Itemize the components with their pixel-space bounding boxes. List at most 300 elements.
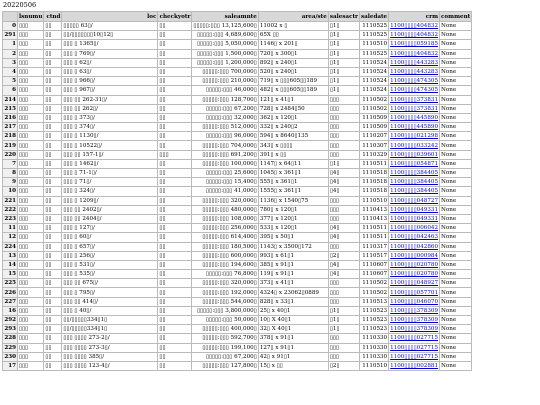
header-row — [3, 12, 472, 22]
cell-comment: None — [440, 343, 472, 352]
cell-saledate: 1110513 — [359, 297, 388, 306]
row-index: 17 — [3, 361, 18, 370]
cell-saleamnte: ▯▯▯▯▯:▯▯▯ 320,000▯ — [192, 196, 258, 205]
cell-ctnd: ▯▯ — [44, 187, 62, 196]
cell-crm[interactable]: 1100▯▯▯▯049331 — [390, 206, 439, 213]
cell-lsnumu: ▯▯▯ — [18, 325, 44, 334]
cell-comment: None — [440, 123, 472, 132]
cell-crm[interactable]: 1100▯▯▯▯020780 — [390, 271, 439, 278]
cell-lsnumu: ▯▯▯ — [18, 159, 44, 168]
cell-saleamnte: ▯▯▯▯▯:▯▯▯ 4,689,600▯ — [192, 31, 258, 40]
cell-salesactr: ▯▯▯ — [328, 150, 359, 159]
cell-saleamnte: ▯▯▯▯▯:▯▯▯ 199,100▯ — [192, 343, 258, 352]
cell-loc: ▯▯▯ ▯ 531▯/ — [62, 260, 158, 269]
cell-loc: ▯▯/▯▯▯▯▯334▯1▯ — [62, 325, 158, 334]
cell-saleamnte: ▯▯▯▯▯:▯▯▯ 13,125,600▯ — [193, 23, 257, 30]
row-index: 222 — [4, 206, 16, 213]
cell-crm[interactable]: 1100▯▯▯▯378309 — [390, 317, 439, 324]
cell-lsnumu: ▯▯▯ — [18, 113, 44, 122]
cell-comment: None — [440, 95, 472, 104]
cell-crm[interactable]: 1100▯▯▯▯384405 — [390, 179, 439, 186]
cell-ctnd: ▯▯ — [44, 104, 62, 113]
cell-area: 719▯ x ▯▯▯605▯▯189 — [258, 77, 328, 86]
table-row — [3, 86, 472, 95]
cell-area: 15▯ x ▯▯ — [258, 361, 328, 370]
cell-loc: ▯▯▯ ▯▯ 262▯/ — [62, 104, 158, 113]
cell-crm[interactable]: 1100▯▯▯▯057701 — [390, 289, 439, 296]
cell-saleamnte: ▯▯▯▯▯:▯▯▯ 480,000▯ — [192, 205, 258, 214]
cell-area: 395▯ x 50▯1 — [258, 233, 328, 242]
cell-saledate: 1110607 — [359, 270, 388, 279]
cell-salesactr: ▯▯▯ — [328, 214, 359, 223]
cell-area: 32▯ X 40▯1 — [258, 325, 328, 334]
row-index: 227 — [4, 298, 16, 305]
cell-loc: ▯▯▯ ▯ 657▯/ — [62, 242, 158, 251]
cell-comment: None — [440, 196, 472, 205]
row-index: 291 — [4, 32, 16, 39]
cell-checkyotr: ▯▯ — [158, 343, 192, 352]
row-index: 292 — [4, 317, 16, 324]
cell-checkyotr: ▯▯ — [158, 196, 192, 205]
table-row — [3, 22, 472, 31]
cell-checkyotr: ▯▯ — [158, 49, 192, 58]
cell-salesactr: ▯1▯ — [328, 31, 359, 40]
cell-salesactr: ▯2▯ — [328, 361, 359, 370]
cell-area: 728▯ x 2484▯50 — [258, 104, 328, 113]
cell-crm[interactable]: 1100▯▯▯▯048727 — [390, 197, 439, 204]
cell-salesactr: ▯1▯ — [328, 316, 359, 325]
cell-saledate: 1110511 — [359, 233, 388, 242]
row-index: 4 — [3, 67, 18, 76]
cell-checkyotr: ▯▯ — [158, 205, 192, 214]
cell-saledate: 1110525 — [359, 31, 388, 40]
cell-comment: None — [440, 22, 472, 31]
cell-crm[interactable]: 1100▯▯▯▯404832 — [390, 23, 439, 30]
cell-crm[interactable]: 1100▯▯▯▯039601 — [390, 151, 439, 158]
cell-loc: ▯▯▯ ▯ 795▯/ — [62, 288, 158, 297]
cell-loc: ▯▯▯ ▯▯ 157-1▯/ — [62, 150, 158, 159]
cell-saledate: 1110510 — [359, 361, 388, 370]
cell-comment: None — [440, 86, 472, 95]
cell-area: 343▯ x ▯▯▯▯ — [258, 141, 328, 150]
cell-saledate: 1110509 — [359, 123, 388, 132]
cell-comment: None — [440, 361, 472, 370]
cell-ctnd: ▯▯ — [44, 150, 62, 159]
cell-salesactr: ▯▯▯ — [328, 297, 359, 306]
cell-crm[interactable]: 1100▯▯▯▯027715 — [390, 353, 439, 360]
cell-area: 378▯ x 91▯1 — [258, 334, 328, 343]
cell-saleamnte: ▯▯▯▯▯:▯▯▯ 1,200,000▯ — [192, 58, 258, 67]
cell-ctnd: ▯▯ — [44, 40, 62, 49]
cell-area: 993▯ x 61▯1 — [258, 251, 328, 260]
table-header — [3, 12, 472, 22]
cell-loc: ▯▯▯ ▯ 40▯/ — [62, 306, 158, 315]
cell-comment: None — [440, 113, 472, 122]
cell-crm[interactable]: 1100▯▯▯▯443283 — [390, 69, 439, 76]
cell-salesactr: ▯1▯ — [328, 159, 359, 168]
cell-crm[interactable]: 1100▯▯▯▯046070 — [390, 298, 439, 305]
cell-ctnd: ▯▯ — [44, 233, 62, 242]
table-body — [3, 22, 472, 371]
page-caption: 20220506 — [3, 1, 37, 9]
cell-lsnumu: ▯▯▯ — [18, 288, 44, 297]
cell-comment: None — [440, 242, 472, 251]
cell-checkyotr: ▯▯ — [158, 288, 192, 297]
cell-area: 1146▯ x 201▯ — [258, 40, 328, 49]
cell-lsnumu: ▯▯▯ — [18, 205, 44, 214]
cell-lsnumu: ▯▯▯ — [18, 31, 44, 40]
cell-comment: None — [440, 316, 472, 325]
cell-loc: ▯▯▯ ▯ 373▯/ — [62, 113, 158, 122]
cell-lsnumu: ▯▯▯ — [18, 279, 44, 288]
cell-saleamnte: ▯▯▯▯▯:▯▯▯ 192,000▯ — [192, 288, 258, 297]
column-header-saleamnte: saleamnte — [192, 12, 258, 22]
cell-saleamnte: ▯▯▯▯▯:▯▯▯ 67,200▯ — [192, 352, 258, 361]
cell-loc: ▯▯▯ ▯ 1130▯/ — [62, 132, 158, 141]
cell-saledate: 1110518 — [359, 178, 388, 187]
cell-checkyotr: ▯▯ — [158, 214, 192, 223]
cell-salesactr: ▯1▯ — [328, 22, 359, 31]
table-row — [3, 306, 472, 315]
cell-crm[interactable]: 1100▯▯▯▯384405 — [390, 188, 439, 195]
cell-comment: None — [440, 77, 472, 86]
cell-area: 4324▯ x 23062▯0889 — [258, 288, 328, 297]
cell-lsnumu: ▯▯▯ — [18, 233, 44, 242]
cell-crm[interactable]: 1100▯▯▯▯443283 — [390, 59, 439, 66]
cell-ctnd: ▯▯ — [44, 178, 62, 187]
cell-comment: None — [440, 352, 472, 361]
cell-crm[interactable]: 1100▯▯▯▯021298 — [390, 133, 439, 140]
cell-crm[interactable]: 1100▯▯▯▯033242 — [390, 142, 439, 149]
table-row — [3, 214, 472, 223]
cell-crm[interactable]: 1100▯▯▯▯404832 — [390, 50, 439, 57]
cell-area: 482▯ x ▯▯▯605▯▯189 — [258, 86, 328, 95]
cell-lsnumu: ▯▯▯ — [18, 22, 44, 31]
cell-lsnumu: ▯▯▯ — [18, 49, 44, 58]
cell-saledate: 1110523 — [359, 306, 388, 315]
row-index: 293 — [4, 326, 16, 333]
cell-saledate: 1110511 — [359, 159, 388, 168]
cell-crm[interactable]: 1100▯▯▯▯027715 — [390, 335, 439, 342]
cell-comment: None — [440, 297, 472, 306]
cell-comment: None — [440, 150, 472, 159]
cell-crm[interactable]: 1100▯▯▯▯059185 — [390, 41, 439, 48]
cell-crm[interactable]: 1100▯▯▯▯042463 — [390, 234, 439, 241]
column-header-area: area/ste — [258, 12, 328, 22]
cell-loc: ▯▯▯ ▯ 127▯/ — [62, 224, 158, 233]
row-index: 14 — [3, 260, 18, 269]
cell-salesactr: ▯▯▯ — [328, 334, 359, 343]
cell-checkyotr: ▯▯ — [158, 334, 192, 343]
table-row — [3, 169, 472, 178]
cell-saledate: 1110502 — [359, 288, 388, 297]
cell-area: 1045▯ x 361▯1 — [258, 169, 328, 178]
row-index: 8 — [3, 169, 18, 178]
cell-lsnumu: ▯▯▯ — [18, 196, 44, 205]
table-row — [3, 270, 472, 279]
cell-crm[interactable]: 1100▯▯▯▯445890 — [390, 114, 439, 121]
cell-crm[interactable]: 1100▯▯▯▯378309 — [390, 307, 439, 314]
cell-area: 377▯ x 120▯1 — [258, 214, 328, 223]
cell-comment: None — [440, 325, 472, 334]
cell-checkyotr: ▯▯ — [158, 242, 192, 251]
cell-crm[interactable]: 1100▯▯▯▯049331 — [390, 216, 439, 223]
cell-ctnd: ▯▯ — [44, 95, 62, 104]
cell-ctnd: ▯▯ — [44, 86, 62, 95]
cell-salesactr: ▯2▯ — [328, 251, 359, 260]
cell-crm[interactable]: 1100▯▯▯▯373831 — [390, 105, 439, 112]
row-index: 224 — [4, 243, 16, 250]
cell-saleamnte: ▯▯▯▯▯:▯▯▯ 1,500,000▯ — [192, 49, 258, 58]
cell-lsnumu: ▯▯▯ — [18, 123, 44, 132]
cell-salesactr: ▯1▯ — [328, 40, 359, 49]
column-header-salesactr: salesactr — [329, 13, 358, 20]
cell-lsnumu: ▯▯▯ — [18, 343, 44, 352]
cell-comment: None — [440, 288, 472, 297]
cell-area: 65X ▯▯ — [258, 31, 328, 40]
cell-saledate: 1110525 — [359, 49, 388, 58]
cell-crm[interactable]: 1100▯▯▯▯042860 — [390, 243, 439, 250]
row-index: 225 — [4, 280, 16, 287]
cell-saleamnte: ▯▯▯▯▯:▯▯▯ 512,000▯ — [192, 123, 258, 132]
table-row — [3, 242, 472, 251]
cell-comment: None — [440, 306, 472, 315]
table-row — [3, 113, 472, 122]
cell-salesactr: ▯▯▯ — [328, 95, 359, 104]
cell-crm[interactable]: 1100▯▯▯▯048927 — [390, 280, 439, 287]
cell-area: 25▯ x 40▯1 — [258, 306, 328, 315]
cell-crm[interactable]: 1100▯▯▯▯002881 — [390, 363, 439, 370]
cell-loc: ▯▯▯ ▯ 60▯/ — [62, 233, 158, 242]
cell-salesactr: ▯1▯ — [328, 49, 359, 58]
row-index: 221 — [4, 197, 16, 204]
cell-ctnd: ▯▯ — [44, 343, 62, 352]
row-index: 226 — [4, 289, 16, 296]
cell-saledate: 1110207 — [359, 132, 388, 141]
table-row — [3, 77, 472, 86]
table-row — [3, 104, 472, 113]
cell-saledate: 1110317 — [359, 242, 388, 251]
cell-saleamnte: ▯▯▯▯▯:▯▯▯ 15,400▯ — [192, 178, 258, 187]
column-header-saledate: saledate — [360, 13, 388, 20]
cell-area: 780▯ x 120▯1 — [258, 205, 328, 214]
cell-salesactr: ▯▯▯ — [328, 343, 359, 352]
cell-checkyotr: ▯▯▯ — [158, 150, 192, 159]
cell-saleamnte: ▯▯▯▯▯:▯▯▯ 127,800▯ — [192, 361, 258, 370]
cell-salesactr: ▯1▯ — [328, 67, 359, 76]
cell-salesactr: ▯1▯ — [328, 306, 359, 315]
cell-area: 1136▯ x 1540▯75 — [258, 196, 328, 205]
cell-lsnumu: ▯▯▯ — [18, 95, 44, 104]
cell-saledate: 1110509 — [359, 113, 388, 122]
cell-salesactr: ▯4▯ — [328, 233, 359, 242]
cell-salesactr: ▯4▯ — [328, 270, 359, 279]
cell-loc: ▯▯▯ ▯▯ 262-31▯/ — [62, 95, 158, 104]
cell-comment: None — [440, 58, 472, 67]
cell-crm[interactable]: 1100▯▯▯▯474305 — [390, 78, 439, 85]
cell-salesactr: ▯▯▯ — [328, 104, 359, 113]
cell-crm[interactable]: 1100▯▯▯▯445890 — [390, 124, 439, 131]
table-row — [3, 159, 472, 168]
cell-salesactr: ▯1▯ — [328, 86, 359, 95]
cell-comment: None — [440, 233, 472, 242]
cell-area: 10▯ X 40▯1 — [258, 316, 328, 325]
cell-loc: ▯▯▯ ▯ 71-1▯/ — [62, 169, 158, 178]
cell-saledate: 1110413 — [359, 205, 388, 214]
cell-loc: ▯▯▯ ▯ 10522▯/ — [62, 141, 158, 150]
column-header-loc: loc — [62, 12, 158, 22]
cell-loc: ▯▯▯▯▯ 63▯/ — [62, 22, 158, 31]
cell-saledate: 1110524 — [359, 86, 388, 95]
cell-comment: None — [440, 132, 472, 141]
cell-area: 373▯ x 41▯1 — [258, 279, 328, 288]
cell-comment: None — [440, 40, 472, 49]
cell-ctnd: ▯▯ — [44, 325, 62, 334]
cell-lsnumu: ▯▯▯ — [18, 40, 44, 49]
cell-saledate: 1110523 — [359, 325, 388, 334]
cell-loc: ▯▯▯ ▯ 967▯/ — [62, 86, 158, 95]
cell-checkyotr: ▯▯ — [158, 187, 192, 196]
cell-comment: None — [440, 159, 472, 168]
cell-saleamnte: ▯▯▯▯▯:▯▯▯ 108,000▯ — [192, 214, 258, 223]
table-row — [3, 224, 472, 233]
cell-ctnd: ▯▯ — [44, 288, 62, 297]
cell-loc: ▯▯▯ ▯ 324▯/ — [62, 187, 158, 196]
row-index: 2 — [3, 49, 18, 58]
cell-lsnumu: ▯▯▯ — [18, 187, 44, 196]
cell-ctnd: ▯▯ — [44, 352, 62, 361]
cell-ctnd: ▯▯ — [44, 279, 62, 288]
cell-saleamnte: ▯▯▯▯▯:▯▯▯ 180,500▯ — [192, 242, 258, 251]
cell-lsnumu: ▯▯▯ — [18, 77, 44, 86]
cell-ctnd: ▯▯ — [44, 361, 62, 370]
cell-salesactr: ▯▯▯ — [328, 132, 359, 141]
cell-ctnd: ▯▯ — [44, 297, 62, 306]
cell-ctnd: ▯▯ — [44, 205, 62, 214]
cell-area: 594▯ x 8640▯135 — [258, 132, 328, 141]
table-row — [3, 178, 472, 187]
cell-comment: None — [440, 224, 472, 233]
cell-area: 892▯ x 240▯1 — [258, 58, 328, 67]
cell-area: 555▯ x 361▯1 — [258, 178, 328, 187]
cell-ctnd: ▯▯ — [44, 242, 62, 251]
cell-saledate: 1110524 — [359, 67, 388, 76]
cell-loc: ▯▯▯ ▯▯▯▯ 273-3▯/ — [62, 343, 158, 352]
cell-saleamnte: ▯▯▯▯▯:▯▯▯ 210,000▯ — [192, 77, 258, 86]
cell-lsnumu: ▯▯▯ — [18, 297, 44, 306]
cell-checkyotr: ▯▯ — [158, 279, 192, 288]
cell-comment: None — [440, 270, 472, 279]
cell-crm[interactable]: 1100▯▯▯▯054871 — [390, 160, 439, 167]
cell-ctnd: ▯▯ — [44, 306, 62, 315]
cell-area: 119▯ x 91▯1 — [258, 270, 328, 279]
column-header-checkyotr: checkyotr — [159, 13, 191, 20]
cell-saleamnte: ▯▯▯▯▯:▯▯▯ 32,000▯ — [192, 113, 258, 122]
cell-ctnd: ▯▯ — [44, 22, 62, 31]
cell-crm[interactable]: 1100▯▯▯▯384405 — [390, 170, 439, 177]
row-index: 219 — [4, 142, 16, 149]
cell-crm[interactable]: 1100▯▯▯▯020780 — [390, 261, 439, 268]
row-index: 230 — [4, 353, 16, 360]
cell-checkyotr: ▯▯ — [158, 22, 192, 31]
cell-salesactr: ▯▯▯ — [328, 288, 359, 297]
row-index: 215 — [4, 105, 16, 112]
cell-lsnumu: ▯▯▯ — [18, 67, 44, 76]
cell-ctnd: ▯▯ — [44, 159, 62, 168]
cell-checkyotr: ▯▯ — [158, 251, 192, 260]
cell-crm[interactable]: 1100▯▯▯▯378309 — [390, 326, 439, 333]
table-row — [3, 279, 472, 288]
cell-loc: ▯▯▯ ▯▯▯▯ 123-4▯/ — [62, 361, 158, 370]
cell-comment: None — [440, 187, 472, 196]
cell-saledate: 1110524 — [359, 77, 388, 86]
cell-saledate: 1110413 — [359, 214, 388, 223]
cell-checkyotr: ▯▯ — [158, 316, 192, 325]
cell-ctnd: ▯▯ — [44, 214, 62, 223]
cell-saledate: 1110502 — [359, 279, 388, 288]
cell-crm[interactable]: 1100▯▯▯▯027715 — [390, 344, 439, 351]
cell-checkyotr: ▯▯ — [158, 352, 192, 361]
cell-area: 520▯ x 240▯1 — [258, 67, 328, 76]
cell-checkyotr: ▯▯ — [158, 86, 192, 95]
cell-crm[interactable]: 1100▯▯▯▯000984 — [390, 252, 439, 259]
cell-saleamnte: ▯▯▯▯▯:▯▯▯ 544,000▯ — [192, 297, 258, 306]
cell-ctnd: ▯▯ — [44, 49, 62, 58]
cell-area: 11002 x ▯ — [258, 22, 328, 31]
cell-saledate: 1110510 — [359, 40, 388, 49]
cell-comment: None — [440, 214, 472, 223]
cell-saledate: 1110525 — [359, 22, 388, 31]
cell-checkyotr: ▯▯ — [158, 141, 192, 150]
row-index: 229 — [4, 344, 16, 351]
cell-saleamnte: ▯▯▯▯▯:▯▯▯ 704,000▯ — [192, 141, 258, 150]
cell-salesactr: ▯4▯ — [328, 224, 359, 233]
sales-table — [2, 11, 472, 371]
cell-saledate: 1110518 — [359, 187, 388, 196]
cell-saledate: 1110330 — [359, 352, 388, 361]
table-row — [3, 343, 472, 352]
cell-salesactr: ▯▯▯ — [328, 242, 359, 251]
cell-lsnumu: ▯▯▯ — [18, 86, 44, 95]
cell-loc: ▯▯▯ ▯▯▯▯ 273-2▯/ — [62, 334, 158, 343]
row-index: 223 — [4, 216, 16, 223]
cell-area: 533▯ x 120▯1 — [258, 224, 328, 233]
cell-lsnumu: ▯▯▯ — [18, 242, 44, 251]
cell-comment: None — [440, 31, 472, 40]
cell-crm[interactable]: 1100▯▯▯▯404832 — [390, 32, 439, 39]
cell-saleamnte: ▯▯▯▯▯:▯▯▯ 400,000▯ — [192, 325, 258, 334]
column-header-ctnd: ctnd — [44, 12, 62, 22]
cell-saleamnte: ▯▯▯▯▯:▯▯▯ 46,000▯ — [192, 86, 258, 95]
cell-crm[interactable]: 1100▯▯▯▯006042 — [390, 225, 439, 232]
row-index: 15 — [3, 270, 18, 279]
column-header-lsnumu: lsnumu — [19, 13, 43, 20]
cell-saleamnte: ▯▯▯▯▯:▯▯▯ 5,050,000▯ — [192, 40, 258, 49]
cell-crm[interactable]: 1100▯▯▯▯373831 — [390, 96, 439, 103]
cell-crm[interactable]: 1100▯▯▯▯474305 — [390, 87, 439, 94]
cell-saledate: 1110510 — [359, 196, 388, 205]
cell-saledate: 1110307 — [359, 141, 388, 150]
cell-checkyotr: ▯▯ — [158, 233, 192, 242]
cell-ctnd: ▯▯ — [44, 196, 62, 205]
cell-salesactr: ▯4▯ — [328, 260, 359, 269]
row-index: 11 — [3, 224, 18, 233]
cell-salesactr: ▯4▯ — [328, 187, 359, 196]
table-row — [3, 288, 472, 297]
table-row — [3, 58, 472, 67]
cell-loc: ▯▯▯ ▯ 535▯/ — [62, 270, 158, 279]
cell-comment: None — [440, 169, 472, 178]
